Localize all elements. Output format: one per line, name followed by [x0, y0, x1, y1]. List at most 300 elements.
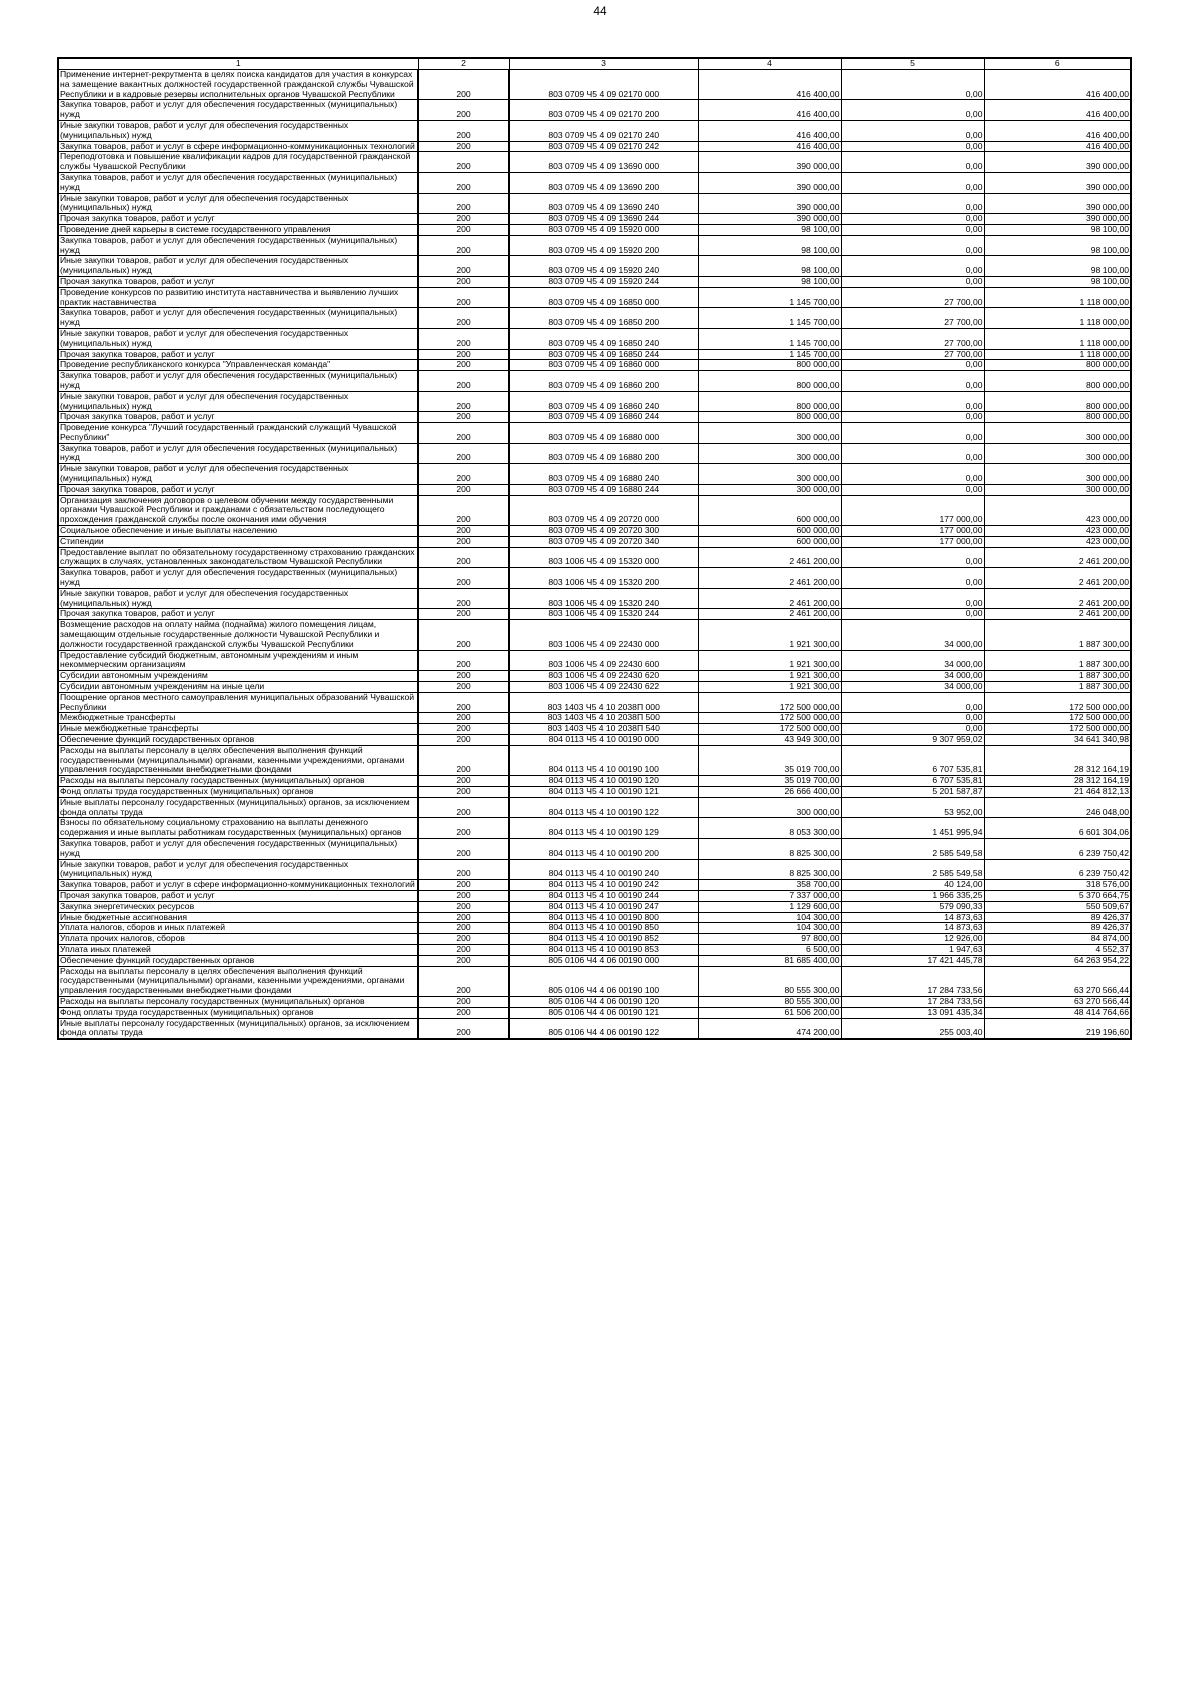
table-row [58, 443, 1131, 464]
row-admin-code: 200 [418, 276, 509, 287]
row-remaining: 89 426,37 [984, 912, 1131, 923]
row-approved: 43 949 300,00 [698, 735, 841, 746]
row-approved: 390 000,00 [698, 193, 841, 214]
row-admin-code: 200 [418, 495, 509, 525]
row-executed: 0,00 [841, 360, 984, 371]
row-admin-code: 200 [418, 786, 509, 797]
row-executed: 27 700,00 [841, 328, 984, 349]
row-executed: 53 952,00 [841, 797, 984, 818]
row-admin-code: 200 [418, 391, 509, 412]
table-row [58, 536, 1131, 547]
row-admin-code: 200 [418, 776, 509, 787]
row-executed: 34 000,00 [841, 620, 984, 650]
row-approved: 2 461 200,00 [698, 547, 841, 568]
row-approved: 7 337 000,00 [698, 890, 841, 901]
row-label: Иные закупки товаров, работ и услуг для обеспечения государственных (муниципальных) нужд [58, 256, 418, 277]
row-admin-code: 200 [418, 996, 509, 1007]
row-executed: 34 000,00 [841, 650, 984, 671]
row-executed: 9 307 959,02 [841, 735, 984, 746]
row-approved: 61 506 200,00 [698, 1007, 841, 1018]
row-executed: 12 926,00 [841, 934, 984, 945]
row-label: Предоставление выплат по обязательному государственному страхованию гражданских служащих в случаях, установленных законодательством Чувашской Республики [58, 547, 418, 568]
row-admin-code: 200 [418, 797, 509, 818]
table-row [58, 996, 1131, 1007]
row-admin-code: 200 [418, 682, 509, 693]
row-executed: 0,00 [841, 276, 984, 287]
row-budget-code: 804 0113 Ч5 4 10 00190 850 [509, 923, 698, 934]
column-header-1: 1 [58, 58, 418, 70]
row-budget-code: 803 1403 Ч5 4 10 2038П 500 [509, 713, 698, 724]
row-approved: 172 500 000,00 [698, 692, 841, 713]
row-budget-code: 803 1403 Ч5 4 10 2038П 000 [509, 692, 698, 713]
row-label: Межбюджетные трансферты [58, 713, 418, 724]
table-row [58, 193, 1131, 214]
row-remaining: 6 601 304,06 [984, 818, 1131, 839]
row-admin-code: 200 [418, 650, 509, 671]
row-label: Стипендии [58, 536, 418, 547]
row-label: Применение интернет-рекрутмента в целях поиска кандидатов для участия в конкурсах на замещение вакантных должностей государственной гражданской службы Чувашской Республики и в кадровые резервы исполнительных органов Чувашской Республики [58, 70, 418, 100]
row-label: Проведение конкурсов по развитию института наставничества и выявлению лучших практик наставничества [58, 287, 418, 308]
table-row [58, 235, 1131, 256]
row-budget-code: 805 0106 Ч4 4 06 00190 121 [509, 1007, 698, 1018]
table-row [58, 901, 1131, 912]
row-approved: 300 000,00 [698, 797, 841, 818]
row-approved: 600 000,00 [698, 526, 841, 537]
row-label: Проведение дней карьеры в системе государственного управления [58, 224, 418, 235]
table-row [58, 256, 1131, 277]
row-label: Прочая закупка товаров, работ и услуг [58, 214, 418, 225]
row-approved: 1 921 300,00 [698, 620, 841, 650]
table-row [58, 224, 1131, 235]
row-remaining: 300 000,00 [984, 464, 1131, 485]
row-label: Расходы на выплаты персоналу государственных (муниципальных) органов [58, 776, 418, 787]
row-approved: 358 700,00 [698, 880, 841, 891]
column-header-5: 5 [841, 58, 984, 70]
row-approved: 80 555 300,00 [698, 966, 841, 996]
row-approved: 1 129 600,00 [698, 901, 841, 912]
row-executed: 27 700,00 [841, 287, 984, 308]
row-executed: 0,00 [841, 443, 984, 464]
row-remaining: 172 500 000,00 [984, 724, 1131, 735]
table-row [58, 923, 1131, 934]
row-admin-code: 200 [418, 890, 509, 901]
row-executed: 40 124,00 [841, 880, 984, 891]
row-budget-code: 804 0113 Ч5 4 10 00190 240 [509, 859, 698, 880]
table-row [58, 484, 1131, 495]
row-executed: 0,00 [841, 256, 984, 277]
row-remaining: 21 464 812,13 [984, 786, 1131, 797]
row-executed: 0,00 [841, 70, 984, 100]
row-remaining: 48 414 764,66 [984, 1007, 1131, 1018]
row-label: Иные закупки товаров, работ и услуг для обеспечения государственных (муниципальных) нужд [58, 464, 418, 485]
row-remaining: 84 874,00 [984, 934, 1131, 945]
row-remaining: 98 100,00 [984, 276, 1131, 287]
row-approved: 800 000,00 [698, 360, 841, 371]
row-budget-code: 803 0709 Ч5 4 09 16850 240 [509, 328, 698, 349]
table-row [58, 423, 1131, 444]
row-approved: 80 555 300,00 [698, 996, 841, 1007]
row-approved: 8 825 300,00 [698, 838, 841, 859]
table-row [58, 526, 1131, 537]
row-label: Иные закупки товаров, работ и услуг для обеспечения государственных (муниципальных) нужд [58, 588, 418, 609]
row-label: Проведение республиканского конкурса "Управленческая команда" [58, 360, 418, 371]
row-admin-code: 200 [418, 620, 509, 650]
row-remaining: 34 641 340,98 [984, 735, 1131, 746]
row-executed: 0,00 [841, 609, 984, 620]
row-executed: 0,00 [841, 152, 984, 173]
row-budget-code: 804 0113 Ч5 4 10 00190 129 [509, 818, 698, 839]
row-approved: 8 053 300,00 [698, 818, 841, 839]
table-row [58, 152, 1131, 173]
row-label: Иные выплаты персоналу государственных (муниципальных) органов, за исключением фонда оплаты труда [58, 797, 418, 818]
row-remaining: 64 263 954,22 [984, 955, 1131, 966]
row-admin-code: 200 [418, 193, 509, 214]
table-body [58, 70, 1131, 1040]
row-executed: 5 201 587,87 [841, 786, 984, 797]
row-budget-code: 803 0709 Ч5 4 09 02170 000 [509, 70, 698, 100]
row-budget-code: 803 1006 Ч5 4 09 22430 000 [509, 620, 698, 650]
table-row [58, 966, 1131, 996]
row-admin-code: 200 [418, 923, 509, 934]
table-row [58, 671, 1131, 682]
row-budget-code: 803 0709 Ч5 4 09 16860 200 [509, 371, 698, 392]
row-admin-code: 200 [418, 235, 509, 256]
row-admin-code: 200 [418, 1007, 509, 1018]
row-remaining: 98 100,00 [984, 224, 1131, 235]
row-label: Прочая закупка товаров, работ и услуг [58, 609, 418, 620]
row-admin-code: 200 [418, 287, 509, 308]
row-label: Уплата налогов, сборов и иных платежей [58, 923, 418, 934]
row-executed: 0,00 [841, 568, 984, 589]
table-row [58, 70, 1131, 100]
row-label: Иные закупки товаров, работ и услуг для обеспечения государственных (муниципальных) нужд [58, 120, 418, 141]
row-approved: 2 461 200,00 [698, 588, 841, 609]
row-budget-code: 803 0709 Ч5 4 09 13690 240 [509, 193, 698, 214]
row-remaining: 28 312 164,19 [984, 776, 1131, 787]
row-label: Закупка товаров, работ и услуг для обеспечения государственных (муниципальных) нужд [58, 308, 418, 329]
table-row [58, 934, 1131, 945]
row-admin-code: 200 [418, 224, 509, 235]
row-admin-code: 200 [418, 588, 509, 609]
row-approved: 390 000,00 [698, 172, 841, 193]
row-executed: 34 000,00 [841, 682, 984, 693]
row-remaining: 1 118 000,00 [984, 328, 1131, 349]
row-admin-code: 200 [418, 360, 509, 371]
table-row [58, 328, 1131, 349]
row-admin-code: 200 [418, 526, 509, 537]
row-approved: 98 100,00 [698, 235, 841, 256]
row-admin-code: 200 [418, 256, 509, 277]
row-executed: 1 451 995,94 [841, 818, 984, 839]
row-budget-code: 803 0709 Ч5 4 09 02170 242 [509, 141, 698, 152]
row-remaining: 800 000,00 [984, 360, 1131, 371]
row-remaining: 2 461 200,00 [984, 568, 1131, 589]
row-budget-code: 804 0113 Ч5 4 10 00190 121 [509, 786, 698, 797]
column-header-4: 4 [698, 58, 841, 70]
row-budget-code: 804 0113 Ч5 4 10 00190 122 [509, 797, 698, 818]
header-row [58, 58, 1131, 70]
page-number: 44 [593, 4, 607, 18]
row-label: Субсидии автономным учреждениям на иные цели [58, 682, 418, 693]
row-budget-code: 804 0113 Ч5 4 10 00190 242 [509, 880, 698, 891]
table-row [58, 776, 1131, 787]
row-label: Обеспечение функций государственных органов [58, 735, 418, 746]
row-budget-code: 805 0106 Ч4 4 06 00190 100 [509, 966, 698, 996]
row-executed: 0,00 [841, 484, 984, 495]
row-admin-code: 200 [418, 818, 509, 839]
row-label: Поощрение органов местного самоуправления муниципальных образований Чувашской Республики [58, 692, 418, 713]
row-remaining: 390 000,00 [984, 152, 1131, 173]
row-executed: 0,00 [841, 172, 984, 193]
row-executed: 0,00 [841, 464, 984, 485]
row-admin-code: 200 [418, 141, 509, 152]
row-budget-code: 803 0709 Ч5 4 09 13690 000 [509, 152, 698, 173]
row-admin-code: 200 [418, 901, 509, 912]
row-remaining: 1 118 000,00 [984, 308, 1131, 329]
row-label: Иные выплаты персоналу государственных (муниципальных) органов, за исключением фонда оплаты труда [58, 1018, 418, 1039]
row-executed: 27 700,00 [841, 349, 984, 360]
row-label: Иные закупки товаров, работ и услуг для обеспечения государственных (муниципальных) нужд [58, 391, 418, 412]
row-remaining: 423 000,00 [984, 495, 1131, 525]
row-label: Иные закупки товаров, работ и услуг для обеспечения государственных (муниципальных) нужд [58, 859, 418, 880]
row-remaining: 550 509,67 [984, 901, 1131, 912]
row-remaining: 2 461 200,00 [984, 547, 1131, 568]
row-admin-code: 200 [418, 880, 509, 891]
row-label: Прочая закупка товаров, работ и услуг [58, 890, 418, 901]
row-label: Закупка товаров, работ и услуг в сфере информационно-коммуникационных технологий [58, 141, 418, 152]
row-executed: 17 421 445,78 [841, 955, 984, 966]
row-admin-code: 200 [418, 152, 509, 173]
row-remaining: 1 887 300,00 [984, 682, 1131, 693]
row-label: Фонд оплаты труда государственных (муниципальных) органов [58, 786, 418, 797]
table-row [58, 547, 1131, 568]
row-budget-code: 803 0709 Ч5 4 09 16880 244 [509, 484, 698, 495]
row-remaining: 98 100,00 [984, 256, 1131, 277]
row-label: Закупка товаров, работ и услуг для обеспечения государственных (муниципальных) нужд [58, 100, 418, 121]
row-executed: 0,00 [841, 724, 984, 735]
row-label: Иные закупки товаров, работ и услуг для обеспечения государственных (муниципальных) нужд [58, 328, 418, 349]
row-budget-code: 803 0709 Ч5 4 09 15920 200 [509, 235, 698, 256]
row-label: Закупка товаров, работ и услуг для обеспечения государственных (муниципальных) нужд [58, 568, 418, 589]
row-executed: 0,00 [841, 423, 984, 444]
row-approved: 1 145 700,00 [698, 349, 841, 360]
table-row [58, 308, 1131, 329]
row-admin-code: 200 [418, 934, 509, 945]
row-budget-code: 803 0709 Ч5 4 09 13690 200 [509, 172, 698, 193]
row-budget-code: 803 1006 Ч5 4 09 15320 240 [509, 588, 698, 609]
row-admin-code: 200 [418, 609, 509, 620]
row-admin-code: 200 [418, 859, 509, 880]
row-executed: 0,00 [841, 120, 984, 141]
row-admin-code: 200 [418, 371, 509, 392]
row-executed: 0,00 [841, 412, 984, 423]
column-header-3: 3 [509, 58, 698, 70]
table-row [58, 495, 1131, 525]
row-remaining: 300 000,00 [984, 443, 1131, 464]
table-row [58, 818, 1131, 839]
table-row [58, 276, 1131, 287]
row-label: Прочая закупка товаров, работ и услуг [58, 349, 418, 360]
row-label: Закупка товаров, работ и услуг для обеспечения государственных (муниципальных) нужд [58, 235, 418, 256]
row-executed: 579 090,33 [841, 901, 984, 912]
row-remaining: 4 552,37 [984, 944, 1131, 955]
row-admin-code: 200 [418, 423, 509, 444]
row-executed: 0,00 [841, 588, 984, 609]
row-budget-code: 803 0709 Ч5 4 09 16850 000 [509, 287, 698, 308]
row-remaining: 2 461 200,00 [984, 588, 1131, 609]
row-admin-code: 200 [418, 214, 509, 225]
row-label: Проведение конкурса "Лучший государственный гражданский служащий Чувашской Республики" [58, 423, 418, 444]
table-row [58, 360, 1131, 371]
table-row [58, 944, 1131, 955]
table-row [58, 349, 1131, 360]
row-approved: 35 019 700,00 [698, 776, 841, 787]
row-executed: 0,00 [841, 713, 984, 724]
row-executed: 27 700,00 [841, 308, 984, 329]
row-executed: 0,00 [841, 100, 984, 121]
row-remaining: 416 400,00 [984, 141, 1131, 152]
row-remaining: 98 100,00 [984, 235, 1131, 256]
row-admin-code: 200 [418, 955, 509, 966]
row-budget-code: 804 0113 Ч5 4 10 00190 852 [509, 934, 698, 945]
table-row [58, 692, 1131, 713]
row-admin-code: 200 [418, 724, 509, 735]
table-row [58, 713, 1131, 724]
row-label: Прочая закупка товаров, работ и услуг [58, 484, 418, 495]
row-executed: 1 947,63 [841, 944, 984, 955]
row-budget-code: 803 0709 Ч5 4 09 15920 244 [509, 276, 698, 287]
row-approved: 416 400,00 [698, 70, 841, 100]
row-remaining: 2 461 200,00 [984, 609, 1131, 620]
row-approved: 1 921 300,00 [698, 650, 841, 671]
row-budget-code: 803 0709 Ч5 4 09 16850 200 [509, 308, 698, 329]
table-row [58, 786, 1131, 797]
row-executed: 177 000,00 [841, 526, 984, 537]
row-label: Переподготовка и повышение квалификации кадров для государственной гражданской службы Чувашской Республики [58, 152, 418, 173]
row-label: Закупка товаров, работ и услуг для обеспечения государственных (муниципальных) нужд [58, 838, 418, 859]
row-admin-code: 200 [418, 713, 509, 724]
row-executed: 0,00 [841, 692, 984, 713]
table-row [58, 955, 1131, 966]
table-row [58, 838, 1131, 859]
row-approved: 98 100,00 [698, 256, 841, 277]
row-label: Взносы по обязательному социальному страхованию на выплаты денежного содержания и иные выплаты работникам государственных (муниципальных) органов [58, 818, 418, 839]
row-executed: 34 000,00 [841, 671, 984, 682]
row-budget-code: 803 0709 Ч5 4 09 20720 000 [509, 495, 698, 525]
row-approved: 416 400,00 [698, 141, 841, 152]
row-budget-code: 803 0709 Ч5 4 09 16860 000 [509, 360, 698, 371]
table-row [58, 588, 1131, 609]
row-approved: 390 000,00 [698, 152, 841, 173]
row-remaining: 63 270 566,44 [984, 996, 1131, 1007]
row-approved: 1 145 700,00 [698, 308, 841, 329]
row-approved: 104 300,00 [698, 923, 841, 934]
row-label: Возмещение расходов на оплату найма (поднайма) жилого помещения лицам, замещающим отдельные государственные должности Чувашской Республики и должности государственной гражданской службы Чувашской Республики [58, 620, 418, 650]
row-budget-code: 803 0709 Ч5 4 09 16880 240 [509, 464, 698, 485]
row-approved: 1 921 300,00 [698, 671, 841, 682]
row-remaining: 1 118 000,00 [984, 349, 1131, 360]
row-approved: 1 921 300,00 [698, 682, 841, 693]
row-executed: 255 003,40 [841, 1018, 984, 1039]
row-admin-code: 200 [418, 745, 509, 775]
row-admin-code: 200 [418, 912, 509, 923]
row-label: Закупка энергетических ресурсов [58, 901, 418, 912]
row-budget-code: 803 1006 Ч5 4 09 15320 200 [509, 568, 698, 589]
row-budget-code: 803 0709 Ч5 4 09 16860 240 [509, 391, 698, 412]
row-approved: 35 019 700,00 [698, 745, 841, 775]
row-budget-code: 803 1006 Ч5 4 09 15320 244 [509, 609, 698, 620]
row-remaining: 300 000,00 [984, 423, 1131, 444]
row-budget-code: 803 0709 Ч5 4 09 16850 244 [509, 349, 698, 360]
row-remaining: 416 400,00 [984, 120, 1131, 141]
row-label: Прочая закупка товаров, работ и услуг [58, 276, 418, 287]
row-executed: 14 873,63 [841, 923, 984, 934]
row-label: Иные межбюджетные трансферты [58, 724, 418, 735]
row-label: Фонд оплаты труда государственных (муниципальных) органов [58, 1007, 418, 1018]
row-remaining: 246 048,00 [984, 797, 1131, 818]
table-row [58, 620, 1131, 650]
row-executed: 177 000,00 [841, 495, 984, 525]
row-remaining: 1 887 300,00 [984, 671, 1131, 682]
row-approved: 81 685 400,00 [698, 955, 841, 966]
row-remaining: 318 576,00 [984, 880, 1131, 891]
table-row [58, 724, 1131, 735]
row-remaining: 5 370 664,75 [984, 890, 1131, 901]
row-label: Организация заключения договоров о целевом обучении между государственными органами Чувашской Республики и гражданами с обязательством последующего прохождения гражданской службы после окончания ими обучения [58, 495, 418, 525]
table-row [58, 745, 1131, 775]
row-remaining: 416 400,00 [984, 100, 1131, 121]
row-remaining: 300 000,00 [984, 484, 1131, 495]
row-approved: 416 400,00 [698, 120, 841, 141]
table-row [58, 912, 1131, 923]
row-admin-code: 200 [418, 484, 509, 495]
row-approved: 474 200,00 [698, 1018, 841, 1039]
row-admin-code: 200 [418, 547, 509, 568]
row-admin-code: 200 [418, 735, 509, 746]
row-approved: 104 300,00 [698, 912, 841, 923]
row-remaining: 172 500 000,00 [984, 713, 1131, 724]
row-executed: 0,00 [841, 141, 984, 152]
row-approved: 8 825 300,00 [698, 859, 841, 880]
row-label: Предоставление субсидий бюджетным, автономным учреждениям и иным некоммерческим организациям [58, 650, 418, 671]
row-admin-code: 200 [418, 412, 509, 423]
row-label: Закупка товаров, работ и услуг для обеспечения государственных (муниципальных) нужд [58, 371, 418, 392]
row-executed: 0,00 [841, 371, 984, 392]
row-executed: 17 284 733,56 [841, 966, 984, 996]
row-label: Закупка товаров, работ и услуг для обеспечения государственных (муниципальных) нужд [58, 172, 418, 193]
table-row [58, 682, 1131, 693]
row-admin-code: 200 [418, 172, 509, 193]
row-admin-code: 200 [418, 308, 509, 329]
row-budget-code: 803 0709 Ч5 4 09 02170 240 [509, 120, 698, 141]
row-budget-code: 803 0709 Ч5 4 09 16860 244 [509, 412, 698, 423]
table-row [58, 609, 1131, 620]
row-budget-code: 803 0709 Ч5 4 09 15920 240 [509, 256, 698, 277]
row-remaining: 390 000,00 [984, 172, 1131, 193]
row-label: Закупка товаров, работ и услуг в сфере информационно-коммуникационных технологий [58, 880, 418, 891]
row-executed: 0,00 [841, 214, 984, 225]
row-executed: 0,00 [841, 547, 984, 568]
table-row [58, 100, 1131, 121]
row-budget-code: 803 1006 Ч5 4 09 22430 620 [509, 671, 698, 682]
row-remaining: 1 887 300,00 [984, 620, 1131, 650]
row-remaining: 89 426,37 [984, 923, 1131, 934]
row-budget-code: 804 0113 Ч5 4 10 00190 800 [509, 912, 698, 923]
row-approved: 800 000,00 [698, 391, 841, 412]
row-approved: 600 000,00 [698, 495, 841, 525]
row-label: Субсидии автономным учреждениям [58, 671, 418, 682]
table-row [58, 880, 1131, 891]
